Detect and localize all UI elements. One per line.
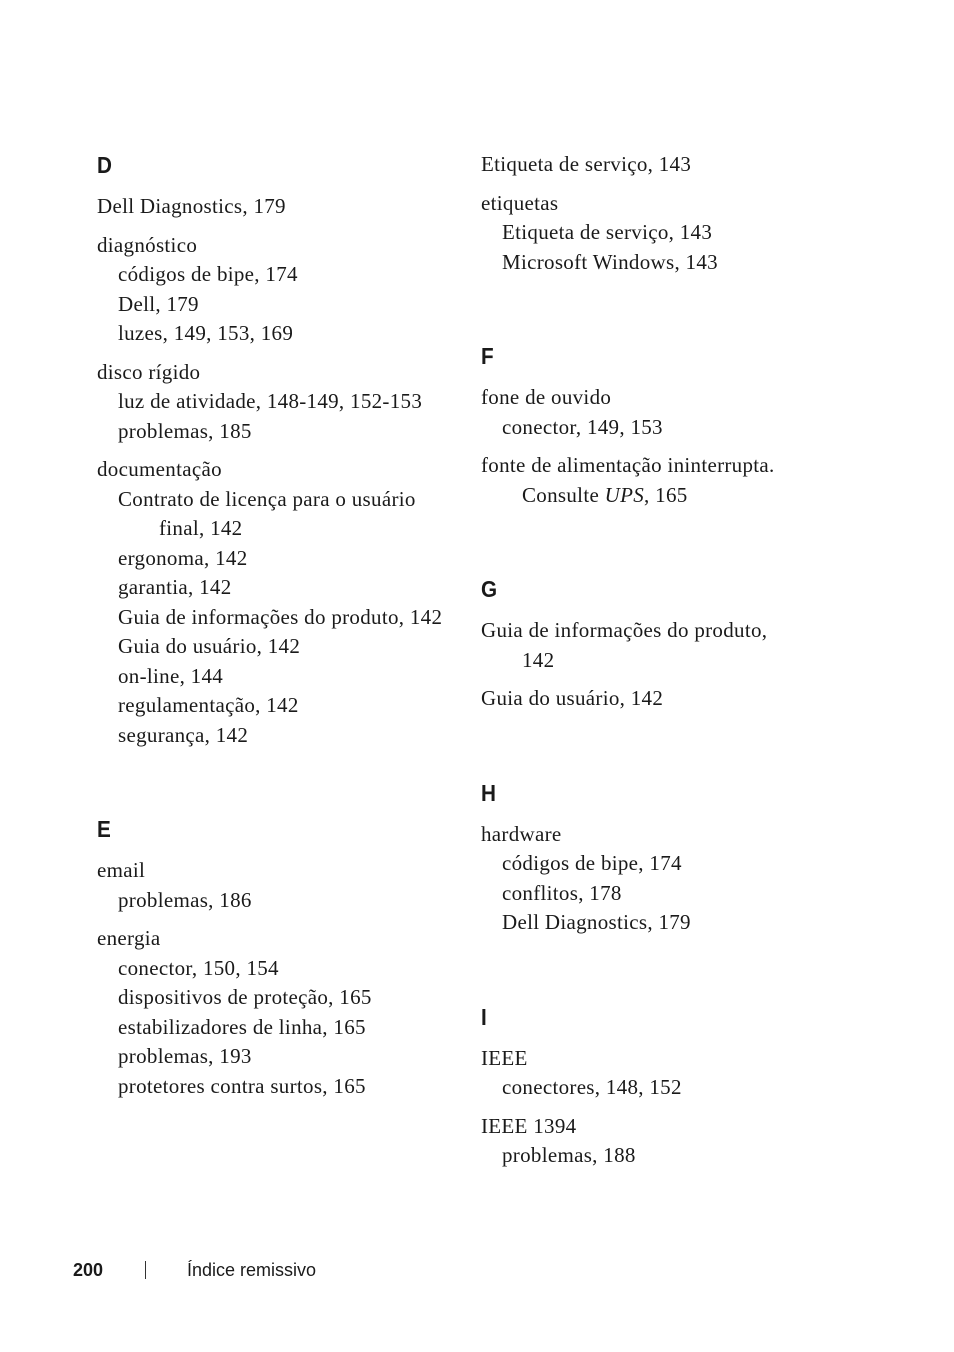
index-entry <box>481 684 781 714</box>
index-term <box>481 150 781 180</box>
index-entry <box>481 616 781 675</box>
index-subterm: luz de atividade, 148-149, 152-153 <box>118 389 423 413</box>
index-entry <box>481 1044 781 1103</box>
section-letter: D <box>97 152 112 178</box>
index-section <box>97 150 447 750</box>
index-term <box>481 383 781 413</box>
index-entry <box>481 451 781 510</box>
section-letter: I <box>481 1003 487 1030</box>
index-term-text: Dell Diagnostics, 179 <box>97 194 286 218</box>
index-subterm: problemas, 185 <box>118 418 252 443</box>
index-subterm: Guia do usuário, 142 <box>118 634 301 658</box>
index-term <box>481 189 781 219</box>
index-subterm: Contrato de licença para o usuário final, 142 <box>118 486 416 540</box>
index-entry <box>481 383 781 442</box>
index-entry <box>481 150 781 180</box>
index-subterm: conflitos, 178 <box>502 880 622 905</box>
index-entry <box>481 820 781 938</box>
index-subterm: Dell, 179 <box>118 291 199 316</box>
index-section <box>97 814 447 1101</box>
section-letter: F <box>481 343 494 369</box>
index-term <box>481 1044 781 1074</box>
index-entry <box>97 231 447 349</box>
index-term-text: Etiqueta de serviço, 143 <box>481 152 692 176</box>
index-subterm: estabilizadores de linha, 165 <box>118 1014 366 1039</box>
index-subterm: Microsoft Windows, 143 <box>502 249 718 274</box>
index-term-text: IEEE <box>481 1045 528 1070</box>
index-entry <box>97 358 447 447</box>
index-term <box>481 451 781 510</box>
index-subterm: dispositivos de proteção, 165 <box>118 985 372 1009</box>
footer-title: Índice remissivo <box>187 1260 317 1280</box>
index-term <box>97 192 447 222</box>
index-term <box>481 820 781 850</box>
section-letter: G <box>481 576 498 602</box>
index-term <box>481 1112 781 1142</box>
index-term-text: diagnóstico <box>97 232 198 257</box>
index-section <box>481 150 781 277</box>
index-entry <box>97 455 447 750</box>
index-subterm: conector, 150, 154 <box>118 955 279 980</box>
index-column-right <box>481 150 781 1235</box>
index-subterm: ergonoma, 142 <box>118 545 248 570</box>
page-number: 200 <box>73 1260 104 1280</box>
index-term-text: fonte de alimentação ininterrupta. Consulte <box>481 453 775 507</box>
index-term <box>97 856 447 886</box>
index-term-text: Guia do usuário, 142 <box>481 686 664 710</box>
index-term <box>97 924 447 954</box>
index-entry <box>97 924 447 1101</box>
index-section <box>481 1002 781 1171</box>
index-term <box>97 231 447 261</box>
index-term-text: Guia de informações do produto, 142 <box>481 618 768 672</box>
cross-reference-pages: , 165 <box>644 482 688 507</box>
index-subterm: códigos de bipe, 174 <box>502 851 682 875</box>
index-term <box>481 616 781 675</box>
index-subterm: Dell Diagnostics, 179 <box>502 910 691 934</box>
index-column-left <box>97 150 447 1165</box>
index-term-text: IEEE 1394 <box>481 1113 577 1138</box>
section-letter: H <box>481 779 496 806</box>
index-subterm: conectores, 148, 152 <box>502 1075 682 1099</box>
section-letter: E <box>97 816 111 842</box>
index-entry <box>97 192 447 222</box>
index-entry <box>97 856 447 915</box>
index-term-text: etiquetas <box>481 190 559 215</box>
index-term-text: email <box>97 858 146 882</box>
index-subterm: conector, 149, 153 <box>502 414 663 439</box>
index-subterm: problemas, 186 <box>118 887 252 912</box>
index-subterm: problemas, 188 <box>502 1143 636 1167</box>
cross-reference: UPS <box>604 482 645 507</box>
index-subterm: problemas, 193 <box>118 1044 252 1068</box>
index-term-text: energia <box>97 926 161 950</box>
index-term <box>97 358 447 388</box>
index-subterm: garantia, 142 <box>118 575 232 599</box>
footer-divider <box>145 1261 146 1279</box>
index-subterm: regulamentação, 142 <box>118 693 299 717</box>
index-term-text: fone de ouvido <box>481 385 612 409</box>
index-term-text: disco rígido <box>97 359 201 384</box>
index-subterm: segurança, 142 <box>118 722 249 747</box>
index-subterm: códigos de bipe, 174 <box>118 262 298 286</box>
index-term <box>481 684 781 714</box>
index-section <box>481 574 781 714</box>
index-subterm: on-line, 144 <box>118 663 224 688</box>
index-entry <box>481 189 781 278</box>
index-term-text: documentação <box>97 457 222 481</box>
index-subterm: protetores contra surtos, 165 <box>118 1073 366 1098</box>
index-term <box>97 455 447 485</box>
index-subterm: Guia de informações do produto, 142 <box>118 604 443 629</box>
index-section <box>481 341 781 510</box>
index-subterm: Etiqueta de serviço, 143 <box>502 220 713 244</box>
index-subterm: luzes, 149, 153, 169 <box>118 321 294 345</box>
index-entry <box>481 1112 781 1171</box>
index-term-text: hardware <box>481 821 562 846</box>
index-section <box>481 778 781 938</box>
